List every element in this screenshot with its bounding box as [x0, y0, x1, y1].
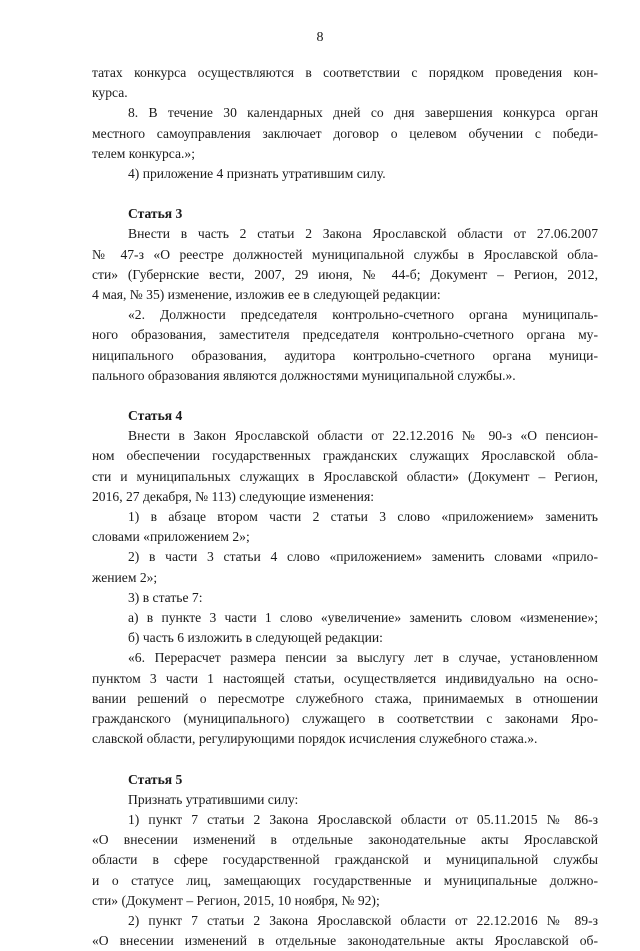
text-line: татах конкурса осуществляются в соответствии с порядком проведения кон-	[92, 65, 598, 80]
text-line: ного образования, заместителя председателя контрольно-счетного органа му-	[92, 327, 598, 343]
section-gap	[92, 386, 598, 406]
text-line: пунктом 3 части 1 настоящей статьи, осуществляется индивидуально на осно-	[92, 670, 598, 686]
text-line: гражданского (муниципального) служащего в соответствии с законами Яро-	[92, 711, 598, 727]
text-line: жением 2»;	[92, 569, 158, 585]
text-line: Признать утратившими силу:	[128, 791, 299, 807]
text-line: пального образования являются должностями муниципальной службы.».	[92, 367, 516, 383]
text-line: области в сфере государственной гражданской и муниципальной службы	[92, 852, 598, 868]
section-gap	[92, 184, 598, 204]
text-line: ниципального образования, аудитора контрольно-счетного органа муници-	[92, 347, 598, 363]
text-line: 4) приложение 4 признать утратившим силу.	[128, 166, 386, 182]
text-line: 2016, 27 декабря, № 113) следующие изменения:	[92, 488, 374, 504]
text-line: «6. Перерасчет размера пенсии за выслугу лет в случае, установленном	[128, 650, 598, 666]
page-number: 8	[316, 30, 324, 45]
document-body	[92, 63, 598, 951]
text-line: телем конкурса.»;	[92, 145, 195, 161]
text-line: 2) в части 3 статьи 4 слово «приложением» заменить словами «прило-	[128, 549, 598, 565]
text-line: 8. В течение 30 календарных дней со дня завершения конкурса орган	[128, 105, 598, 121]
text-line: местного самоуправления заключает договор о целевом обучении с победи-	[92, 125, 598, 141]
text-line: а) в пункте 3 части 1 слово «увеличение» заменить словом «изменение»;	[128, 610, 598, 626]
text-line: 3) в статье 7:	[128, 589, 203, 605]
section-gap	[92, 750, 598, 770]
text-line: «О внесении изменений в отдельные законодательные акты Ярославской	[92, 832, 598, 848]
text-line: 2) пункт 7 статьи 2 Закона Ярославской области от 22.12.2016 № 89-з	[128, 912, 598, 928]
text-line: б) часть 6 изложить в следующей редакции:	[128, 630, 383, 646]
article-heading: Статья 4	[128, 408, 183, 424]
article-heading: Статья 3	[128, 206, 183, 222]
text-line: 1) в абзаце втором части 2 статьи 3 слово «приложением» заменить	[128, 509, 598, 525]
text-line: «2. Должности председателя контрольно-счетного органа муниципаль-	[128, 307, 598, 323]
text-line: сти и муниципальных служащих в Ярославской области» (Документ – Регион,	[92, 468, 598, 484]
text-line: и о статусе лиц, замещающих государственные и муниципальные должно-	[92, 872, 598, 888]
article-heading: Статья 5	[128, 771, 183, 787]
text-line: ном обеспечении государственных гражданских служащих Ярославской обла-	[92, 448, 598, 464]
text-line: «О внесении изменений в отдельные законодательные акты Ярославской об-	[92, 933, 598, 949]
text-line: 4 мая, № 35) изменение, изложив ее в следующей редакции:	[92, 287, 441, 303]
text-line: Внести в часть 2 статьи 2 Закона Ярославской области от 27.06.2007	[128, 226, 598, 242]
text-line: славской области, регулирующими порядок исчисления служебного стажа.».	[92, 731, 538, 747]
text-line: курса.	[92, 85, 128, 101]
text-line: № 47-з «О реестре должностей муниципальной службы в Ярославской обла-	[92, 246, 598, 262]
text-line: Внести в Закон Ярославской области от 22.12.2016 № 90-з «О пенсион-	[128, 428, 598, 444]
text-line: вании решений о пересмотре служебного стажа, принимаемых в отношении	[92, 690, 598, 706]
text-line: 1) пункт 7 статьи 2 Закона Ярославской области от 05.11.2015 № 86-з	[128, 811, 598, 827]
text-line: сти» (Губернские вести, 2007, 29 июня, № 44-б; Документ – Регион, 2012,	[92, 266, 598, 282]
text-line: словами «приложением 2»;	[92, 529, 250, 545]
text-line: сти» (Документ – Регион, 2015, 10 ноября, № 92);	[92, 892, 380, 908]
